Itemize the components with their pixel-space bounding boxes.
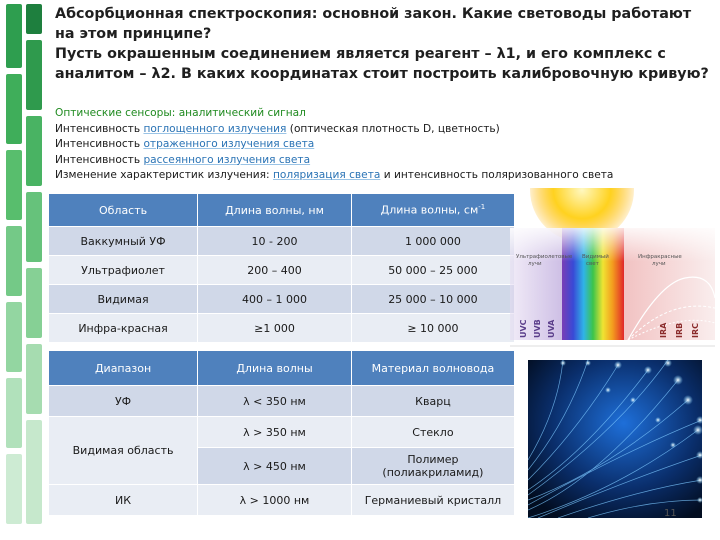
col-wavelength-nm: Длина волны, нм bbox=[198, 194, 352, 227]
col-wavelength: Длина волны bbox=[198, 351, 352, 386]
title-line-3: Пусть окрашенным соединением является реагент – λ1, и его комплекс с bbox=[55, 46, 666, 62]
svg-text:Инфракрасные: Инфракрасные bbox=[638, 254, 682, 260]
sensor-line-absorbed: Интенсивность поглощенного излучения (оптическая плотность D, цветность) bbox=[55, 122, 500, 135]
table-row: Видимая область λ > 350 нм Стекло bbox=[49, 417, 515, 448]
sensors-heading: Оптические сенсоры: аналитический сигнал bbox=[55, 107, 306, 119]
polarization-link: поляризация света bbox=[272, 169, 381, 181]
svg-text:Ультрафиолетовые: Ультрафиолетовые bbox=[516, 254, 573, 260]
svg-text:UVA: UVA bbox=[547, 319, 556, 338]
col-material: Материал волновода bbox=[351, 351, 514, 386]
sensor-line-reflected: Интенсивность отраженного излучения света bbox=[55, 138, 315, 150]
svg-text:лучи: лучи bbox=[652, 261, 666, 267]
sensor-line-polarization: Изменение характеристик излучения: поляризация света и интенсивность поляризованного света bbox=[55, 169, 614, 181]
svg-text:IRB: IRB bbox=[675, 322, 684, 338]
sensor-line-scattered: Интенсивность рассеянного излучения света bbox=[55, 153, 311, 166]
col-range: Диапазон bbox=[49, 351, 198, 386]
svg-text:IRA: IRA bbox=[659, 322, 668, 338]
sidebar-decoration bbox=[0, 0, 48, 540]
table-row: λ > 450 нм Полимер (полиакриламид) bbox=[49, 448, 515, 485]
wavelength-regions-table bbox=[48, 193, 515, 343]
svg-text:UVC: UVC bbox=[519, 319, 528, 338]
sensor-signals-list bbox=[55, 106, 715, 184]
optical-fiber-photo bbox=[528, 360, 702, 518]
svg-text:UVB: UVB bbox=[533, 319, 542, 338]
table-header-row bbox=[49, 351, 515, 386]
col-region: Область bbox=[49, 194, 198, 227]
spectrum-illustration bbox=[510, 188, 715, 358]
table-row: Ультрафиолет 200 – 400 50 000 – 25 000 bbox=[49, 256, 515, 285]
svg-text:лучи: лучи bbox=[528, 261, 542, 267]
table-row: Ваккумный УФ 10 - 200 1 000 000 bbox=[49, 227, 515, 256]
title-line-1: Абсорбционная спектроскопия: основной закон. Какие световоды работают bbox=[55, 6, 692, 22]
svg-text:Видимый: Видимый bbox=[582, 254, 609, 260]
waveguide-materials-table bbox=[48, 350, 515, 516]
scattered-radiation-link: рассеянного излучения света bbox=[143, 153, 311, 166]
absorbed-radiation-link: поглощенного излучения bbox=[143, 122, 287, 135]
slide-title bbox=[55, 4, 715, 84]
col-wavenumber: Длина волны, $см^{-1}$ bbox=[351, 194, 514, 227]
reflected-radiation-link: отраженного излучения света bbox=[143, 138, 315, 150]
page-number: 11 bbox=[664, 508, 677, 519]
visible-range-cell: Видимая область bbox=[49, 417, 198, 485]
table-row: ИК λ > 1000 нм Германиевый кристалл bbox=[49, 485, 515, 516]
title-line-2: на этом принципе? bbox=[55, 26, 212, 42]
table-row: Видимая 400 – 1 000 25 000 – 10 000 bbox=[49, 285, 515, 314]
table-row: УФ λ < 350 нм Кварц bbox=[49, 386, 515, 417]
svg-text:IRC: IRC bbox=[691, 322, 700, 338]
title-line-4: аналитом – λ2. В каких координатах стоит построить калибровочную кривую? bbox=[55, 66, 709, 82]
table-header-row bbox=[49, 194, 515, 227]
table-row: Инфра-красная ≥1 000 ≥ 10 000 bbox=[49, 314, 515, 343]
svg-text:свет: свет bbox=[586, 261, 599, 267]
